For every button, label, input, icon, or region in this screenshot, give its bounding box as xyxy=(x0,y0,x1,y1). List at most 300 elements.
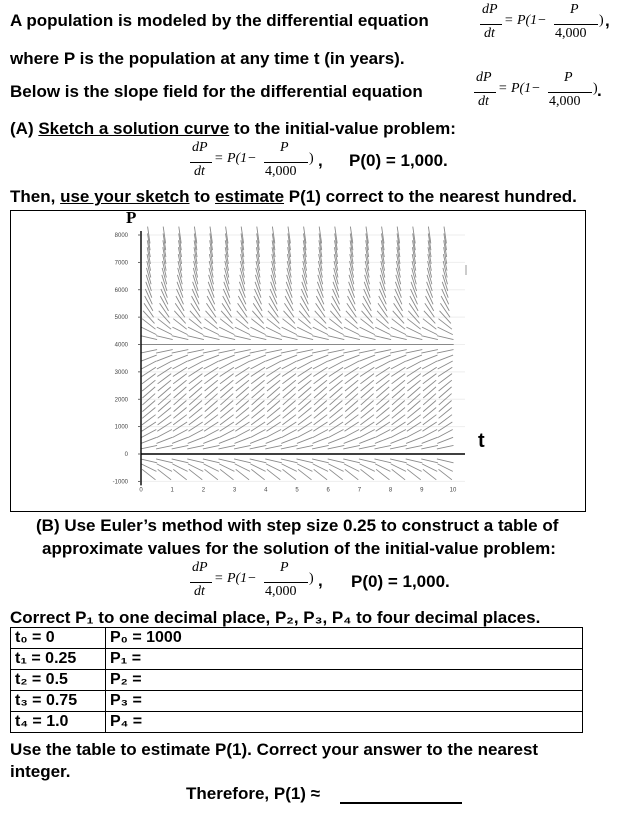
slope-segment xyxy=(172,350,189,354)
slope-segment xyxy=(188,361,203,369)
table-row xyxy=(11,712,583,733)
eq-dt: dt xyxy=(484,26,495,41)
slope-segment xyxy=(203,459,220,463)
slope-segment xyxy=(406,445,423,449)
slope-segment xyxy=(205,469,218,480)
eq4-rhs-left: = P(1− xyxy=(214,571,257,586)
slope-segment xyxy=(421,350,438,354)
slope-segment xyxy=(157,437,173,443)
slope-segment xyxy=(236,319,249,330)
slope-segment xyxy=(187,445,204,449)
slope-segment xyxy=(390,350,407,354)
y-tick-label: 3000 xyxy=(114,369,128,376)
part-b-line-1: (B) Use Euler’s method with step size 0.25 to construct a table of xyxy=(36,516,559,535)
slope-segment xyxy=(406,336,423,340)
slope-segment xyxy=(267,401,280,412)
slope-segment xyxy=(312,336,329,340)
slope-segment xyxy=(157,361,172,369)
slope-segment xyxy=(188,437,204,443)
slope-segment xyxy=(265,459,282,463)
slope-segment xyxy=(281,350,298,354)
slope-segment xyxy=(392,469,405,480)
table-row xyxy=(11,670,583,691)
x-tick-label: 8 xyxy=(388,487,393,494)
slope-segment xyxy=(173,469,186,480)
slope-segment xyxy=(297,355,313,361)
footer-line-1: Use the table to estimate P(1). Correct your answer to the nearest xyxy=(10,740,539,759)
slope-segment xyxy=(359,437,375,443)
slope-segment xyxy=(375,361,390,369)
slope-segment xyxy=(219,355,235,361)
slope-segment xyxy=(173,430,188,438)
slope-segment xyxy=(345,401,358,412)
therefore-label: Therefore, P(1) ≈ xyxy=(186,784,321,803)
slope-segment xyxy=(188,430,203,438)
slope-segment xyxy=(174,401,187,412)
slope-segment xyxy=(359,355,375,361)
x-tick-label: 4 xyxy=(264,487,268,494)
slope-segment xyxy=(173,361,188,369)
slope-segment xyxy=(157,355,173,361)
slope-segment xyxy=(187,350,204,354)
slope-segment xyxy=(267,469,280,480)
slope-segment xyxy=(267,319,280,330)
slope-segment xyxy=(203,445,220,449)
slope-segment xyxy=(156,350,173,354)
slope-segment xyxy=(313,355,329,361)
slope-segment xyxy=(141,459,158,463)
slope-segment xyxy=(314,469,327,480)
slope-segment xyxy=(172,355,188,361)
equation-part-a: dP dt = P(1− P 4,000 ) , xyxy=(192,140,323,179)
slope-segment xyxy=(313,430,328,438)
slope-segment xyxy=(345,469,358,480)
slope-segment xyxy=(375,437,391,443)
slope-segment xyxy=(437,459,454,463)
table-p-cell[interactable]: P₃ = xyxy=(106,691,583,712)
slope-segment xyxy=(375,355,391,361)
table-t-cell: t₃ = 0.75 xyxy=(11,691,106,712)
slope-segment xyxy=(328,445,345,449)
slope-segment xyxy=(172,459,189,463)
slope-segment xyxy=(158,387,171,398)
slope-segment xyxy=(219,445,236,449)
slope-segment xyxy=(361,319,374,330)
then-estimate-link[interactable]: estimate xyxy=(215,187,285,206)
then-5: P(1) correct to the nearest hundred. xyxy=(288,187,577,206)
slope-segment xyxy=(158,401,171,412)
slope-segment xyxy=(438,361,453,369)
slope-segment xyxy=(406,459,423,463)
slope-segment xyxy=(203,355,219,361)
x-tick-label: 1 xyxy=(170,487,174,494)
slope-segment xyxy=(281,437,297,443)
slope-segment xyxy=(141,445,158,449)
slope-segment xyxy=(250,445,267,449)
slope-segment xyxy=(376,401,389,412)
slope-segment xyxy=(421,459,438,463)
slope-segment xyxy=(312,350,329,354)
slope-segment xyxy=(141,430,156,438)
y-tick-label: 0 xyxy=(124,452,128,458)
then-1: Then, xyxy=(10,187,56,206)
intro-line-3: Below is the slope field for the differential equation xyxy=(10,82,423,101)
slope-segment xyxy=(312,445,329,449)
slope-segment xyxy=(220,387,233,398)
x-tick-label: 2 xyxy=(201,487,206,494)
table-t-cell: t₁ = 0.25 xyxy=(11,649,106,670)
slope-segment xyxy=(156,445,173,449)
eq2-dt: dt xyxy=(478,94,489,109)
table-t-cell: t₄ = 1.0 xyxy=(11,712,106,733)
eq2-rhs-right: ) xyxy=(593,81,598,96)
slope-segment xyxy=(236,401,249,412)
slope-segment xyxy=(297,459,314,463)
slope-segment xyxy=(251,319,264,330)
slope-segment xyxy=(234,459,251,463)
slope-segment xyxy=(205,387,218,398)
slope-segment xyxy=(406,355,422,361)
slope-segment xyxy=(361,401,374,412)
slope-segment xyxy=(330,401,343,412)
slope-segment xyxy=(343,336,360,340)
slope-segment xyxy=(392,387,405,398)
slope-segment xyxy=(189,319,202,330)
eq2-p: P xyxy=(564,70,573,85)
slope-segment xyxy=(204,430,219,438)
slope-segment xyxy=(375,459,392,463)
table-p-cell[interactable]: P₄ = xyxy=(106,712,583,733)
eq3-dp: dP xyxy=(192,140,208,155)
slope-segment xyxy=(328,437,344,443)
eq4-denom: 4,000 xyxy=(265,584,297,599)
slope-segment xyxy=(391,430,406,438)
x-tick-label: 0 xyxy=(139,487,143,494)
slope-field-frame xyxy=(10,210,586,512)
slope-segment xyxy=(437,336,454,340)
slope-segment xyxy=(359,350,376,354)
slope-segment xyxy=(281,445,298,449)
slope-segment xyxy=(437,350,454,354)
y-tick-label: 8000 xyxy=(114,233,128,239)
slope-segment xyxy=(329,469,342,480)
slope-segment xyxy=(252,401,265,412)
answer-blank[interactable] xyxy=(340,802,462,804)
slope-segment xyxy=(345,387,358,398)
table-t-cell: t₂ = 0.5 xyxy=(11,670,106,691)
then-sketch-link[interactable]: use your sketch xyxy=(60,187,190,206)
slope-segment xyxy=(141,350,158,354)
slope-segment xyxy=(250,355,266,361)
x-tick-label: 6 xyxy=(326,487,330,494)
slope-segment xyxy=(344,437,360,443)
slope-segment xyxy=(236,469,249,480)
y-tick-label: 7000 xyxy=(114,260,128,267)
table-p-cell[interactable]: P₂ = xyxy=(106,670,583,691)
slope-segment xyxy=(235,430,250,438)
slope-segment xyxy=(422,437,438,443)
eq-denom: 4,000 xyxy=(555,26,587,41)
slope-segment xyxy=(343,459,360,463)
slope-segment xyxy=(328,350,345,354)
slope-segment xyxy=(390,445,407,449)
slope-segment xyxy=(421,445,438,449)
slope-segment xyxy=(265,445,282,449)
part-b-initial-condition: P(0) = 1,000. xyxy=(351,572,450,591)
slope-segment xyxy=(251,361,266,369)
y-tick-label: -1000 xyxy=(112,479,128,486)
slope-segment xyxy=(234,336,251,340)
slope-segment xyxy=(407,361,422,369)
table-row xyxy=(11,649,583,670)
eq-rhs-right: ) xyxy=(599,13,604,28)
slope-segment xyxy=(219,350,236,354)
y-tick-label: 2000 xyxy=(114,397,128,404)
slope-segment xyxy=(361,387,374,398)
slope-segment xyxy=(344,361,359,369)
slope-segment xyxy=(142,469,155,480)
slope-segment xyxy=(328,355,344,361)
slope-segment xyxy=(250,336,267,340)
eq3-rhs-left: = P(1− xyxy=(214,151,257,166)
part-a-rest: to the initial-value problem: xyxy=(233,119,456,138)
slope-segment xyxy=(392,401,405,412)
slope-segment xyxy=(219,336,236,340)
part-a-initial-condition: P(0) = 1,000. xyxy=(349,151,448,170)
slope-segment xyxy=(142,387,155,398)
x-axis-label: t xyxy=(478,430,485,452)
eq4-dt: dt xyxy=(194,584,205,599)
y-tick-label: 6000 xyxy=(114,287,128,294)
slope-segment xyxy=(439,319,452,330)
slope-segment xyxy=(408,387,421,398)
intro-line-2: where P is the population at any time t (in years). xyxy=(10,49,405,68)
slope-segment xyxy=(297,445,314,449)
equation-second: dP dt = P(1− P 4,000 ) . xyxy=(476,70,602,109)
table-row xyxy=(11,691,583,712)
slope-segment xyxy=(314,319,327,330)
table-t-cell: t₀ = 0 xyxy=(11,628,106,649)
slope-segment xyxy=(203,336,220,340)
slope-segment xyxy=(328,336,345,340)
slope-segment xyxy=(314,387,327,398)
slope-segment xyxy=(392,319,405,330)
slope-segment xyxy=(141,437,157,443)
slope-segment xyxy=(282,361,297,369)
slope-segment xyxy=(282,430,297,438)
slope-segment xyxy=(204,361,219,369)
sketch-link[interactable]: Sketch a solution curve xyxy=(38,119,230,138)
slope-segment xyxy=(297,361,312,369)
slope-segment xyxy=(236,387,249,398)
then-3: to xyxy=(194,187,211,206)
slope-segment xyxy=(313,437,329,443)
eq3-rhs-right: ) xyxy=(309,151,314,166)
slope-segment xyxy=(234,445,251,449)
intro-line-1: A population is modeled by the differential equation xyxy=(10,11,429,30)
slope-segment xyxy=(297,437,313,443)
slope-segment xyxy=(360,430,375,438)
slope-segment xyxy=(189,469,202,480)
slope-segment xyxy=(406,437,422,443)
slope-segment xyxy=(297,336,314,340)
slope-segment xyxy=(174,387,187,398)
slope-segment xyxy=(142,319,155,330)
slope-segment xyxy=(142,401,155,412)
slope-segment xyxy=(265,336,282,340)
slope-segment xyxy=(422,361,437,369)
slope-segment xyxy=(437,355,453,361)
eq2-dp: dP xyxy=(476,70,492,85)
slope-segment xyxy=(172,445,189,449)
eq3-dt: dt xyxy=(194,164,205,179)
slope-segment xyxy=(439,469,452,480)
slope-segment xyxy=(219,361,234,369)
slope-segment xyxy=(375,445,392,449)
slope-segment xyxy=(407,319,420,330)
slope-segment xyxy=(188,355,204,361)
slope-segment xyxy=(251,469,264,480)
slope-segment xyxy=(158,469,171,480)
slope-segment xyxy=(250,437,266,443)
slope-segment xyxy=(265,350,282,354)
slope-segment xyxy=(314,401,327,412)
slope-segment xyxy=(203,437,219,443)
slope-segment xyxy=(187,459,204,463)
slope-segment xyxy=(250,350,267,354)
slope-segment xyxy=(423,401,436,412)
slope-segment xyxy=(189,387,202,398)
slope-segment xyxy=(343,445,360,449)
footer-line-2: integer. xyxy=(10,762,71,781)
slope-segment xyxy=(439,401,452,412)
x-tick-label: 9 xyxy=(420,487,424,494)
y-tick-label: 1000 xyxy=(114,424,128,431)
slope-segment xyxy=(390,459,407,463)
eq2-denom: 4,000 xyxy=(549,94,581,109)
eq3-p: P xyxy=(280,140,289,155)
slope-segment xyxy=(359,459,376,463)
slope-segment xyxy=(298,319,311,330)
slope-segment xyxy=(298,401,311,412)
slope-segment xyxy=(437,437,453,443)
x-tick-label: 5 xyxy=(295,487,299,494)
slope-segment xyxy=(375,350,392,354)
slope-segment xyxy=(375,336,392,340)
slope-segment xyxy=(423,469,436,480)
slope-segment xyxy=(156,336,173,340)
slope-segment xyxy=(297,430,312,438)
slope-segment xyxy=(422,430,437,438)
slope-segment xyxy=(330,387,343,398)
y-tick-label: 4000 xyxy=(114,342,128,349)
slope-segment xyxy=(422,355,438,361)
slope-segment xyxy=(281,459,298,463)
eq-p: P xyxy=(570,2,579,17)
slope-segment xyxy=(438,430,453,438)
slope-segment xyxy=(376,319,389,330)
slope-segment xyxy=(407,469,420,480)
eq2-rhs-left: = P(1− xyxy=(498,81,541,96)
slope-segment xyxy=(250,459,267,463)
slope-segment xyxy=(251,430,266,438)
slope-segment xyxy=(157,430,172,438)
slope-segment xyxy=(297,350,314,354)
slope-segment xyxy=(281,336,298,340)
slope-segment xyxy=(376,469,389,480)
slope-segment xyxy=(407,430,422,438)
slope-segment xyxy=(391,361,406,369)
slope-segment xyxy=(281,355,297,361)
slope-segment xyxy=(203,350,220,354)
slope-segment xyxy=(391,437,407,443)
slope-segment xyxy=(343,350,360,354)
slope-segment xyxy=(283,469,296,480)
slope-segment xyxy=(376,387,389,398)
slope-segment xyxy=(267,387,280,398)
slope-segment xyxy=(345,319,358,330)
slope-segment xyxy=(235,355,251,361)
precision-note: Correct P₁ to one decimal place, P₂, P₃, P₄ to four decimal places. xyxy=(10,608,541,627)
part-a-label: (A) xyxy=(10,119,34,138)
slope-segment xyxy=(235,361,250,369)
slope-segment xyxy=(219,437,235,443)
slope-segment xyxy=(423,387,436,398)
slope-segment xyxy=(252,387,265,398)
slope-segment xyxy=(187,336,204,340)
slope-segment xyxy=(406,350,423,354)
slope-segment xyxy=(220,469,233,480)
slope-segment xyxy=(141,355,157,361)
slope-segment xyxy=(172,336,189,340)
table-p-cell[interactable]: P₁ = xyxy=(106,649,583,670)
slope-segment xyxy=(312,459,329,463)
slope-segment xyxy=(423,319,436,330)
slope-segment xyxy=(205,401,218,412)
slope-segment xyxy=(220,319,233,330)
slope-segment xyxy=(344,355,360,361)
slope-segment xyxy=(266,437,282,443)
slope-segment xyxy=(329,319,342,330)
slope-segment xyxy=(329,361,344,369)
euler-table xyxy=(10,627,583,733)
slope-segment xyxy=(173,319,186,330)
slope-segment xyxy=(408,401,421,412)
slope-segment xyxy=(220,401,233,412)
slope-segment xyxy=(156,459,173,463)
slope-segment xyxy=(283,319,296,330)
slope-segment xyxy=(359,445,376,449)
slope-segment xyxy=(205,319,218,330)
slope-segment xyxy=(219,430,234,438)
x-tick-label: 10 xyxy=(449,487,457,494)
slope-segment xyxy=(266,430,281,438)
table-p-cell[interactable]: P₀ = 1000 xyxy=(106,628,583,649)
slope-segment xyxy=(283,401,296,412)
slope-segment xyxy=(219,459,236,463)
eq4-dp: dP xyxy=(192,560,208,575)
slope-segment xyxy=(328,459,345,463)
slope-segment xyxy=(234,350,251,354)
slope-segment xyxy=(298,387,311,398)
part-a-heading xyxy=(10,119,456,139)
slope-segment xyxy=(391,355,407,361)
slope-field-svg xyxy=(11,211,585,511)
part-b-line-2: approximate values for the solution of the initial-value problem: xyxy=(42,539,556,558)
slope-segment xyxy=(313,361,328,369)
slope-segment xyxy=(283,387,296,398)
slope-segment xyxy=(329,430,344,438)
